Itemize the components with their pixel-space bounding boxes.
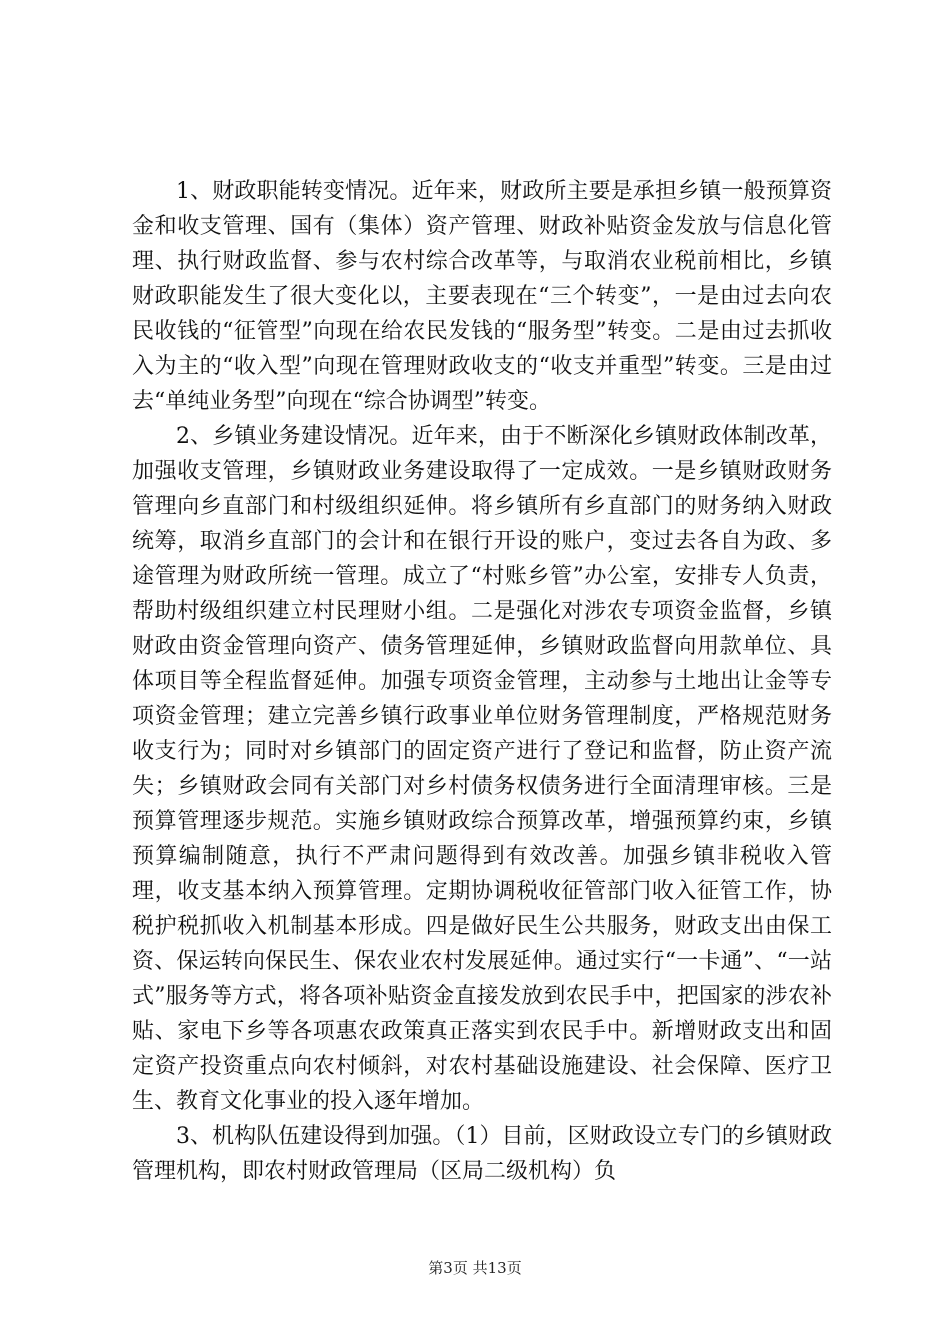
page-number-footer: 第3页 共13页 xyxy=(428,1259,522,1277)
paragraph-organization-team-building: 3、机构队伍建设得到加强。（1）目前，区财政设立专门的乡镇财政管理机构，即农村财政管理局（区局二级机构）负 xyxy=(132,1124,832,1184)
document-body xyxy=(132,174,832,1189)
paragraph-finance-function-change: 1、财政职能转变情况。近年来，财政所主要是承担乡镇一般预算资金和收支管理、国有（集体）资产管理、财政补贴资金发放与信息化管理、执行财政监督、参与农村综合改革等，与取消农业税前相比，乡镇财政职能发生了很大变化以，主要表现在“三个转变”，一是由过去向农民收钱的“征管型”向现在给农民发钱的“服务型”转变。二是由过去抓收入为主的“收入型”向现在管理财政收支的“收支并重型”转变。三是由过去“单纯业务型”向现在“综合协调型”转变。 xyxy=(132,179,832,414)
paragraph-township-business-construction: 2、乡镇业务建设情况。近年来，由于不断深化乡镇财政体制改革，加强收支管理，乡镇财政业务建设取得了一定成效。一是乡镇财政财务管理向乡直部门和村级组织延伸。将乡镇所有乡直部门的财务纳入财政统筹，取消乡直部门的会计和在银行开设的账户，变过去各自为政、多途管理为财政所统一管理。成立了“村账乡管”办公室，安排专人负责，帮助村级组织建立村民理财小组。二是强化对涉农专项资金监督，乡镇财政由资金管理向资产、债务管理延伸，乡镇财政监督向用款单位、具体项目等全程监督延伸。加强专项资金管理，主动参与土地出让金等专项资金管理；建立完善乡镇行政事业单位财务管理制度，严格规范财务收支行为；同时对乡镇部门的固定资产进行了登记和监督，防止资产流失；乡镇财政会同有关部门对乡村债务权债务进行全面清理审核。三是预算管理逐步规范。实施乡镇财政综合预算改革，增强预算约束，乡镇预算编制随意，执行不严肃问题得到有效改善。加强乡镇非税收入管理，收支基本纳入预算管理。定期协调税收征管部门收入征管工作，协税护税抓收入机制基本形成。四是做好民生公共服务，财政支出由保工资、保运转向保民生、保农业农村发展延伸。通过实行“一卡通”、“一站式”服务等方式，将各项补贴资金直接发放到农民手中，把国家的涉农补贴、家电下乡等各项惠农政策真正落实到农民手中。新增财政支出和固定资产投资重点向农村倾斜，对农村基础设施建设、社会保障、医疗卫生、教育文化事业的投入逐年增加。 xyxy=(132,424,832,1114)
